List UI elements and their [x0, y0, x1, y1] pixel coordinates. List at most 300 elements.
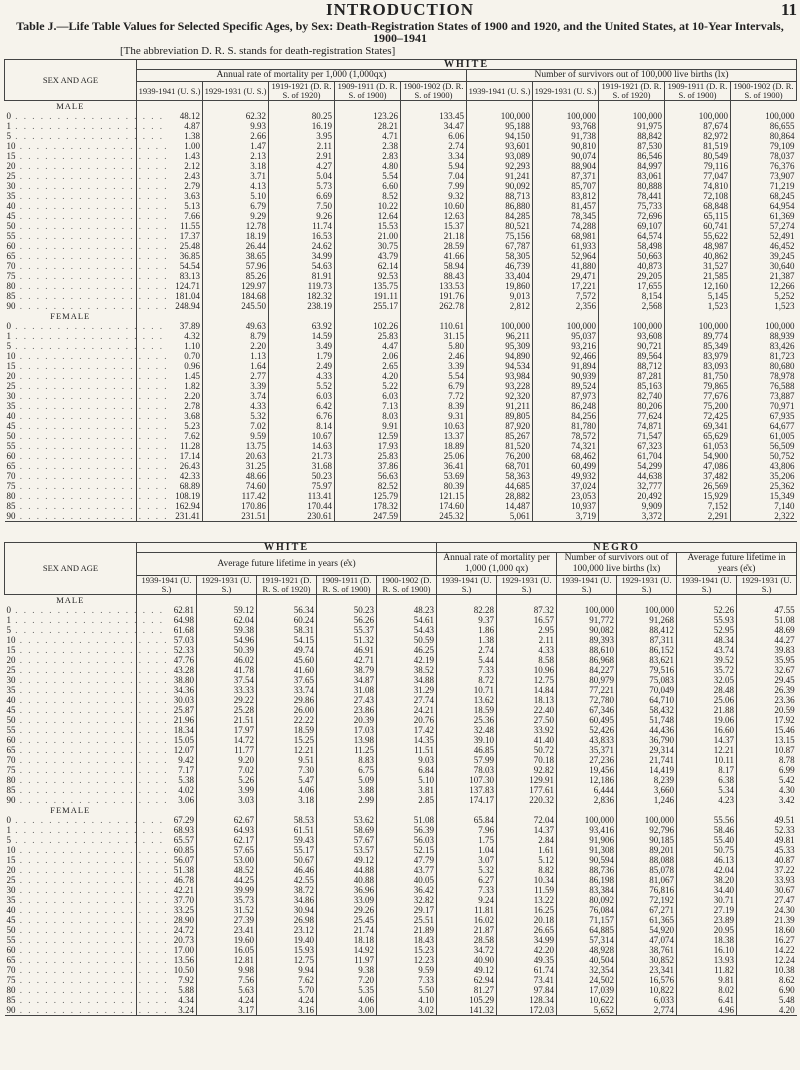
value-cell: 100,000 [731, 111, 797, 121]
value-cell: 100,000 [557, 815, 617, 825]
empty-cell [137, 805, 197, 815]
value-cell: 170.86 [203, 501, 269, 511]
value-cell: 3.06 [137, 795, 197, 805]
value-cell: 69,107 [599, 221, 665, 231]
value-cell: 94,534 [467, 361, 533, 371]
value-cell: 6,033 [617, 995, 677, 1005]
empty-cell [731, 101, 797, 112]
value-cell: 8.62 [737, 975, 797, 985]
value-cell: 50.23 [269, 471, 335, 481]
empty-cell [731, 311, 797, 321]
value-cell: 75,083 [617, 675, 677, 685]
value-cell: 128.34 [497, 995, 557, 1005]
value-cell: 91,894 [533, 361, 599, 371]
value-cell: 46.02 [197, 655, 257, 665]
table-row [5, 825, 797, 835]
value-cell: 28.59 [401, 241, 467, 251]
table-row [5, 441, 797, 451]
age-cell [5, 171, 169, 181]
empty-cell [257, 805, 317, 815]
value-cell: 55.56 [677, 815, 737, 825]
value-cell: 31,527 [665, 261, 731, 271]
value-cell: 7.13 [335, 401, 401, 411]
value-cell: 82,972 [665, 131, 731, 141]
value-cell: 9.37 [437, 615, 497, 625]
age-value: 10 [6, 351, 16, 361]
age-cell [5, 361, 169, 371]
age-value: 75 [6, 975, 16, 985]
value-cell: 2.91 [269, 151, 335, 161]
value-cell: 29.26 [317, 905, 377, 915]
value-cell: 6.60 [335, 181, 401, 191]
value-cell: 26.43 [137, 461, 203, 471]
value-cell: 51.08 [377, 815, 437, 825]
leader-dots: . . . . . . . . . . . . . . . . . . [15, 765, 169, 775]
value-cell: 90,721 [599, 341, 665, 351]
table-row [5, 361, 797, 371]
value-cell: 90,939 [533, 371, 599, 381]
value-cell: 18.60 [737, 925, 797, 935]
value-cell: 12.63 [401, 211, 467, 221]
table-row [5, 411, 797, 421]
leader-dots: . . . . . . . . . . . . . . . . . . [15, 945, 169, 955]
value-cell: 46.91 [317, 645, 377, 655]
value-cell: 174.60 [401, 501, 467, 511]
value-cell: 27.39 [197, 915, 257, 925]
leader-dots: . . . . . . . . . . . . . . . . . . [15, 955, 169, 965]
value-cell: 3.34 [401, 151, 467, 161]
value-cell: 3.18 [257, 795, 317, 805]
value-cell: 58.94 [401, 261, 467, 271]
value-cell: 21.88 [677, 705, 737, 715]
age-cell [5, 845, 169, 855]
empty-cell [437, 805, 497, 815]
leader-dots: . . . . . . . . . . . . . . . . . . [15, 925, 169, 935]
value-cell: 2.78 [137, 401, 203, 411]
age-cell [5, 321, 164, 331]
value-cell: 80,888 [599, 181, 665, 191]
value-cell: 8,154 [599, 291, 665, 301]
value-cell: 14.59 [269, 331, 335, 341]
value-cell: 7.62 [257, 975, 317, 985]
value-cell: 1,523 [731, 301, 797, 311]
value-cell: 20.39 [317, 715, 377, 725]
value-cell: 6.79 [203, 201, 269, 211]
value-cell: 10,622 [557, 995, 617, 1005]
value-cell: 8.52 [335, 191, 401, 201]
age-cell [5, 955, 169, 965]
empty-cell [557, 805, 617, 815]
leader-dots: . . . . . . . . . . . . . . . . . . [15, 261, 169, 271]
value-cell: 44,436 [617, 725, 677, 735]
column-header: 1929-1931 (U. S.) [533, 82, 599, 101]
value-cell: 7.33 [377, 975, 437, 985]
value-cell: 7.33 [437, 665, 497, 675]
value-cell: 7.30 [257, 765, 317, 775]
value-cell: 30.67 [737, 885, 797, 895]
value-cell: 5,145 [665, 291, 731, 301]
value-cell: 57.99 [437, 755, 497, 765]
value-cell: 9.93 [203, 121, 269, 131]
value-cell: 14.72 [197, 735, 257, 745]
value-cell: 54.96 [197, 635, 257, 645]
value-cell: 85,163 [599, 381, 665, 391]
negro-mortality-header: Annual rate of mortality per 1,000 (1,000 qx) [437, 553, 557, 576]
value-cell: 76,084 [557, 905, 617, 915]
table-row [5, 201, 797, 211]
leader-dots: . . . . . . . . . . . . . . . . . . [11, 321, 164, 331]
leader-dots: . . . . . . . . . . . . . . . . . . [11, 121, 164, 131]
value-cell: 113.41 [269, 491, 335, 501]
age-value: 55 [6, 441, 16, 451]
value-cell: 39.10 [437, 735, 497, 745]
age-value: 45 [6, 915, 16, 925]
value-cell: 14.37 [677, 735, 737, 745]
value-cell: 83,621 [617, 655, 677, 665]
value-cell: 4.10 [377, 995, 437, 1005]
age-cell [5, 605, 164, 615]
value-cell: 91,772 [557, 615, 617, 625]
value-cell: 3.81 [377, 785, 437, 795]
value-cell: 37.54 [197, 675, 257, 685]
value-cell: 17,221 [533, 281, 599, 291]
age-cell [5, 441, 169, 451]
value-cell: 7,152 [665, 501, 731, 511]
value-cell: 32,777 [599, 481, 665, 491]
empty-cell [677, 595, 737, 606]
age-cell [5, 685, 169, 695]
value-cell: 82,740 [599, 391, 665, 401]
value-cell: 60,499 [533, 461, 599, 471]
age-value: 45 [6, 211, 16, 221]
value-cell: 42.04 [677, 865, 737, 875]
value-cell: 49.81 [737, 835, 797, 845]
empty-cell [203, 311, 269, 321]
leader-dots: . . . . . . . . . . . . . . . . . . [15, 161, 169, 171]
leader-dots: . . . . . . . . . . . . . . . . . . [15, 211, 169, 221]
value-cell: 100,000 [467, 111, 533, 121]
value-cell: 19,860 [467, 281, 533, 291]
table-row [5, 181, 797, 191]
empty-cell [335, 101, 401, 112]
value-cell: 174.17 [437, 795, 497, 805]
age-cell [5, 865, 169, 875]
value-cell: 80,092 [557, 895, 617, 905]
value-cell: 4.80 [335, 161, 401, 171]
value-cell: 67.29 [137, 815, 197, 825]
age-value: 25 [6, 665, 16, 675]
value-cell: 5.80 [401, 341, 467, 351]
value-cell: 17.93 [335, 441, 401, 451]
value-cell: 3.17 [197, 1005, 257, 1016]
value-cell: 51.08 [737, 615, 797, 625]
value-cell: 30.94 [257, 905, 317, 915]
value-cell: 78,572 [533, 431, 599, 441]
value-cell: 0.70 [137, 351, 203, 361]
value-cell: 58.69 [317, 825, 377, 835]
value-cell: 73,887 [731, 391, 797, 401]
leader-dots: . . . . . . . . . . . . . . . . . . [15, 151, 169, 161]
value-cell: 6.76 [269, 411, 335, 421]
value-cell: 80.25 [269, 111, 335, 121]
age-value: 85 [6, 785, 16, 795]
value-cell: 62.81 [137, 605, 197, 615]
value-cell: 48.52 [197, 865, 257, 875]
value-cell: 58,305 [467, 251, 533, 261]
value-cell: 9.59 [377, 965, 437, 975]
value-cell: 84,997 [599, 161, 665, 171]
value-cell: 4.33 [203, 401, 269, 411]
value-cell: 46,452 [731, 241, 797, 251]
value-cell: 15.53 [335, 221, 401, 231]
value-cell: 0.96 [137, 361, 203, 371]
age-value: 20 [6, 655, 16, 665]
sex-age-header: SEX AND AGE [5, 60, 137, 101]
value-cell: 7.56 [197, 975, 257, 985]
value-cell: 1.43 [137, 151, 203, 161]
age-value: 30 [6, 181, 16, 191]
value-cell: 88,712 [599, 361, 665, 371]
value-cell: 32.67 [737, 665, 797, 675]
value-cell: 31.25 [203, 461, 269, 471]
value-cell: 15,349 [731, 491, 797, 501]
value-cell: 14.22 [737, 945, 797, 955]
value-cell: 40.05 [377, 875, 437, 885]
value-cell: 3.18 [203, 161, 269, 171]
value-cell: 2.13 [203, 151, 269, 161]
age-value: 65 [6, 461, 16, 471]
value-cell: 50.23 [317, 605, 377, 615]
value-cell: 6.42 [269, 401, 335, 411]
value-cell: 8.58 [497, 655, 557, 665]
leader-dots: . . . . . . . . . . . . . . . . . . [15, 855, 169, 865]
value-cell: 4.23 [677, 795, 737, 805]
value-cell: 10.34 [497, 875, 557, 885]
table-row [5, 705, 797, 715]
sex-section-row [5, 805, 797, 815]
value-cell: 90,594 [557, 855, 617, 865]
value-cell: 58.31 [257, 625, 317, 635]
value-cell: 39,245 [731, 251, 797, 261]
table-row [5, 865, 797, 875]
value-cell: 15.25 [257, 735, 317, 745]
value-cell: 12,160 [665, 281, 731, 291]
value-cell: 17.03 [317, 725, 377, 735]
age-value: 40 [6, 411, 16, 421]
value-cell: 90,810 [533, 141, 599, 151]
value-cell: 5.35 [317, 985, 377, 995]
value-cell: 90,185 [617, 835, 677, 845]
value-cell: 11.77 [197, 745, 257, 755]
value-cell: 37.65 [257, 675, 317, 685]
value-cell: 20.76 [377, 715, 437, 725]
leader-dots: . . . . . . . . . . . . . . . . . . [15, 281, 169, 291]
value-cell: 1.38 [137, 131, 203, 141]
table-subtitle: [The abbreviation D. R. S. stands for death-registration States] [120, 45, 396, 57]
value-cell: 28.48 [677, 685, 737, 695]
table-row [5, 191, 797, 201]
value-cell: 3.39 [203, 381, 269, 391]
value-cell: 33.93 [737, 875, 797, 885]
value-cell: 76,588 [731, 381, 797, 391]
value-cell: 47.76 [137, 655, 197, 665]
leader-dots: . . . . . . . . . . . . . . . . . . [15, 141, 169, 151]
value-cell: 39.52 [677, 655, 737, 665]
value-cell: 52.95 [677, 625, 737, 635]
value-cell: 93,608 [599, 331, 665, 341]
value-cell: 2,291 [665, 511, 731, 522]
value-cell: 1,246 [617, 795, 677, 805]
value-cell: 1,523 [665, 301, 731, 311]
value-cell: 7,572 [533, 291, 599, 301]
value-cell: 52,491 [731, 231, 797, 241]
value-cell: 32.82 [377, 895, 437, 905]
value-cell: 4.30 [737, 785, 797, 795]
age-value: 0 [6, 111, 11, 121]
value-cell: 9.26 [269, 211, 335, 221]
age-cell [5, 725, 169, 735]
value-cell: 46.85 [437, 745, 497, 755]
age-cell [5, 645, 169, 655]
age-cell [5, 905, 169, 915]
value-cell: 87.32 [497, 605, 557, 615]
value-cell: 4.34 [137, 995, 197, 1005]
value-cell: 65,629 [665, 431, 731, 441]
value-cell: 107.30 [437, 775, 497, 785]
value-cell: 46,739 [467, 261, 533, 271]
age-cell [5, 391, 169, 401]
value-cell: 12.07 [137, 745, 197, 755]
leader-dots: . . . . . . . . . . . . . . . . . . [15, 191, 169, 201]
value-cell: 7.17 [137, 765, 197, 775]
value-cell: 86,880 [467, 201, 533, 211]
age-cell [5, 261, 169, 271]
value-cell: 85.26 [203, 271, 269, 281]
value-cell: 35,371 [557, 745, 617, 755]
age-value: 50 [6, 221, 16, 231]
table-row [5, 765, 797, 775]
value-cell: 14,419 [617, 765, 677, 775]
value-cell: 5.38 [137, 775, 197, 785]
table-row [5, 431, 797, 441]
empty-cell [257, 595, 317, 606]
value-cell: 184.68 [203, 291, 269, 301]
value-cell: 177.61 [497, 785, 557, 795]
value-cell: 91,241 [467, 171, 533, 181]
value-cell: 5.10 [377, 775, 437, 785]
value-cell: 25.45 [317, 915, 377, 925]
leader-dots: . . . . . . . . . . . . . . . . . . [15, 695, 169, 705]
age-value: 10 [6, 635, 16, 645]
value-cell: 5.34 [677, 785, 737, 795]
age-value: 80 [6, 985, 16, 995]
value-cell: 32.48 [437, 725, 497, 735]
age-value: 5 [6, 835, 11, 845]
value-cell: 42.19 [377, 655, 437, 665]
value-cell: 20.95 [677, 925, 737, 935]
value-cell: 9.31 [401, 411, 467, 421]
value-cell: 61,053 [665, 441, 731, 451]
value-cell: 4.32 [137, 331, 203, 341]
value-cell: 87,371 [533, 171, 599, 181]
age-value: 20 [6, 161, 16, 171]
value-cell: 49,932 [533, 471, 599, 481]
value-cell: 88,904 [533, 161, 599, 171]
age-cell [5, 271, 169, 281]
value-cell: 29,471 [533, 271, 599, 281]
age-value: 15 [6, 361, 16, 371]
value-cell: 84,285 [467, 211, 533, 221]
leader-dots: . . . . . . . . . . . . . . . . . . [15, 1005, 169, 1015]
age-cell [5, 511, 169, 522]
value-cell: 40,862 [665, 251, 731, 261]
value-cell: 18.13 [497, 695, 557, 705]
leader-dots: . . . . . . . . . . . . . . . . . . [15, 411, 169, 421]
age-cell [5, 835, 164, 845]
empty-cell [377, 595, 437, 606]
value-cell: 79,109 [731, 141, 797, 151]
value-cell: 40,504 [557, 955, 617, 965]
table-row [5, 715, 797, 725]
value-cell: 58,498 [599, 241, 665, 251]
leader-dots: . . . . . . . . . . . . . . . . . . [11, 835, 164, 845]
value-cell: 54,900 [665, 451, 731, 461]
value-cell: 58,432 [617, 705, 677, 715]
value-cell: 181.04 [137, 291, 203, 301]
value-cell: 83,093 [665, 361, 731, 371]
value-cell: 16.10 [677, 945, 737, 955]
age-cell [5, 755, 169, 765]
table-row [5, 271, 797, 281]
value-cell: 81,520 [467, 441, 533, 451]
value-cell: 5.12 [497, 855, 557, 865]
value-cell: 29,205 [599, 271, 665, 281]
table-row [5, 855, 797, 865]
value-cell: 2.06 [335, 351, 401, 361]
value-cell: 19,456 [557, 765, 617, 775]
value-cell: 247.59 [335, 511, 401, 522]
value-cell: 3.63 [137, 191, 203, 201]
value-cell: 5.63 [197, 985, 257, 995]
value-cell: 20.18 [497, 915, 557, 925]
table-row [5, 685, 797, 695]
value-cell: 47.55 [737, 605, 797, 615]
value-cell: 79,865 [665, 381, 731, 391]
value-cell: 72,696 [599, 211, 665, 221]
value-cell: 86,198 [557, 875, 617, 885]
value-cell: 65,115 [665, 211, 731, 221]
value-cell: 48.69 [737, 625, 797, 635]
table-row [5, 675, 797, 685]
value-cell: 10.11 [677, 755, 737, 765]
value-cell: 91,308 [557, 845, 617, 855]
value-cell: 9.94 [257, 965, 317, 975]
empty-cell [335, 311, 401, 321]
value-cell: 231.41 [137, 511, 203, 522]
age-value: 90 [6, 1005, 16, 1015]
value-cell: 68,462 [533, 451, 599, 461]
value-cell: 12.23 [377, 955, 437, 965]
value-cell: 44.27 [737, 635, 797, 645]
value-cell: 4.06 [317, 995, 377, 1005]
value-cell: 27,236 [557, 755, 617, 765]
value-cell: 61,005 [731, 431, 797, 441]
value-cell: 5.70 [257, 985, 317, 995]
value-cell: 6.99 [737, 765, 797, 775]
table-row [5, 725, 797, 735]
value-cell: 182.32 [269, 291, 335, 301]
value-cell: 81,457 [533, 201, 599, 211]
